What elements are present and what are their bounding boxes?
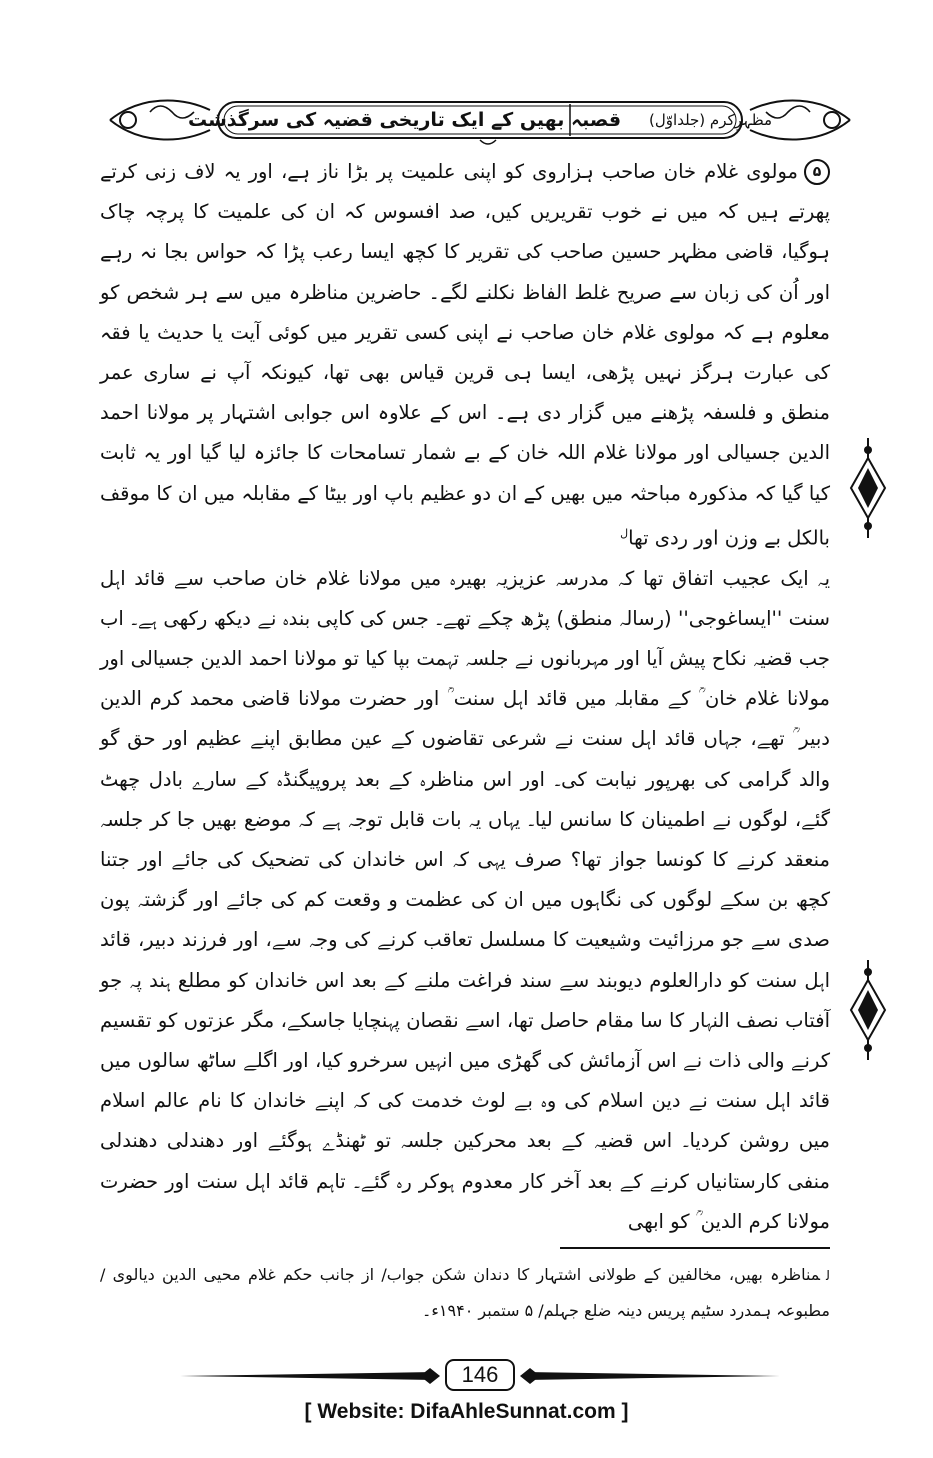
- side-ornament-top-icon: [845, 438, 891, 538]
- footnote-text: مناظرہ بھیں، مخالفین کے طولانی اشتہار کا دندان شکن جواب/ از جانب حکم غلام محیی الدین دیالوی / مطبوعہ ہمدرد سٹیم پریس دینہ ضلع جہلم/ ۵ ستمبر ۱۹۴۰ء۔: [100, 1265, 830, 1320]
- page-number: 146: [461, 1362, 499, 1387]
- page-header: [100, 92, 860, 148]
- header-titles: [100, 92, 860, 148]
- paragraph-1-text: مولوی غلام خان صاحب ہزاروی کو اپنی علمیت پر بڑا ناز ہے، اور یہ لاف زنی کرتے پھرتے ہیں کہ میں نے خوب تقریریں کیں، صد افسوس کہ ان کی علمیت کا پرچہ چاک ہوگیا، قاضی مظہر حسین صاحب کی تقریر کا کچھ ایسا رعب پڑا کہ حواس بجا نہ رہے اور اُن کی زبان سے صریح غلط الفاظ نکلنے لگے۔ حاضرین مناظرہ میں سے ہر شخص کو معلوم ہے کہ مولوی غلام خان صاحب نے اپنی کسی تقریر میں کوئی آیت یا حدیث یا فقہ کی عبارت ہرگز نہیں پڑھی، ایسا ہی قرین قیاس بھی تھا، کیونکہ آپ نے ساری عمر منطق و فلسفہ پڑھنے میں گزار دی ہے۔ اس کے علاوہ اس جوابی اشتہار پر مولانا احمد الدین جسیالی اور مولانا غلام اللہ خان کے بے شمار تسامحات کا جائزہ لیا گیا اور یہ ثابت کیا گیا کہ مذکورہ مباحثہ میں بھیں کے ان دو عظیم باپ اور بیٹا کے مقابلہ میں ان کا موقف بالکل بے وزن اور ردی تھا: [100, 160, 830, 550]
- paragraph-2: یہ ایک عجیب اتفاق تھا کہ مدرسہ عزیزیہ بھیرہ میں مولانا غلام خان صاحب سے قائد اہل سنت ''ایساغوجی'' (رسالہ منطق) پڑھ چکے تھے۔ جس کی کاپی بندہ نے دیکھ رکھی ہے۔ اب جب قضیہ نکاح پیش آیا اور مہربانوں نے جلسہ تہمت بپا کیا تو مولانا احمد الدین جسیالی اور مولانا غلام خان ؒ کے مقابلہ میں قائد اہل سنت ؒ اور حضرت مولانا قاضی محمد کرم الدین دبیر ؒ تھے، جہاں قائد اہل سنت نے شرعی تقاضوں کے عین مطابق اپنے عظیم اور حق گو والد گرامی کی بھرپور نیابت کی۔ اور اس مناظرہ کے بعد پروپیگنڈہ کے سارے بادل چھٹ گئے، لوگوں نے اطمینان کا سانس لیا۔ یہاں یہ بات قابل توجہ ہے کہ موضع بھیں جا کر جلسہ منعقد کرنے کا کونسا جواز تھا؟ صرف یہی کہ اس خاندان کی تضحیک کی جائے اور جتنا کچھ بن سکے لوگوں کی نگاہوں میں ان کی عظمت و وقعت کم کی جائے اور گزشتہ پون صدی سے جو مرزائیت وشیعیت کا مسلسل تعاقب کرنے کی وجہ سے، اور فرزند دبیر، قائد اہل سنت کو دارالعلوم دیوبند سے سند فراغت ملنے کے بعد اس خاندان کو مطلع ہند پہ جو آفتاب نصف النہار کا سا مقام حاصل تھا، اسے نقصان پہنچایا جاسکے، مگر عزتوں کو تقسیم کرنے والی ذات نے اس آزمائش کی گھڑی میں انہیں سرخرو کیا، اور اگلے ساٹھ سالوں میں قائد اہل سنت نے دین اسلام کی وہ بے لوث خدمت کی کہ اپنے خاندان کا نام عالم اسلام میں روشن کردیا۔ اس قضیہ کے بعد محرکین جلسہ تو ٹھنڈے ہوگئے اور دھندلی دھندلی منفی کارستانیاں کرنے کے بعد آخر کار معدوم ہوکر رہ گئے۔ تاہم قائد اہل سنت اور حضرت مولانا کرم الدین ؒ کو ابھی: [100, 566, 830, 1233]
- footnote: [100, 1258, 830, 1328]
- footnote-separator: [560, 1247, 830, 1249]
- chapter-title: قصبہ بھیں کے ایک تاریخی قضیہ کی سرگذشت: [187, 109, 622, 131]
- footnote-marker: ل: [826, 1269, 830, 1284]
- footnote-ref: ل: [620, 526, 629, 540]
- paragraph-1: [100, 152, 830, 559]
- side-ornament-bottom-icon: [845, 960, 891, 1060]
- point-number-badge: ۵: [804, 159, 830, 185]
- page-number-area: [180, 1358, 780, 1394]
- website-footer: [ Website: DifaAhleSunnat.com ]: [304, 1400, 629, 1423]
- book-title: مظہرِکرم (جلداوّل): [649, 111, 773, 129]
- body-text: [100, 152, 830, 1242]
